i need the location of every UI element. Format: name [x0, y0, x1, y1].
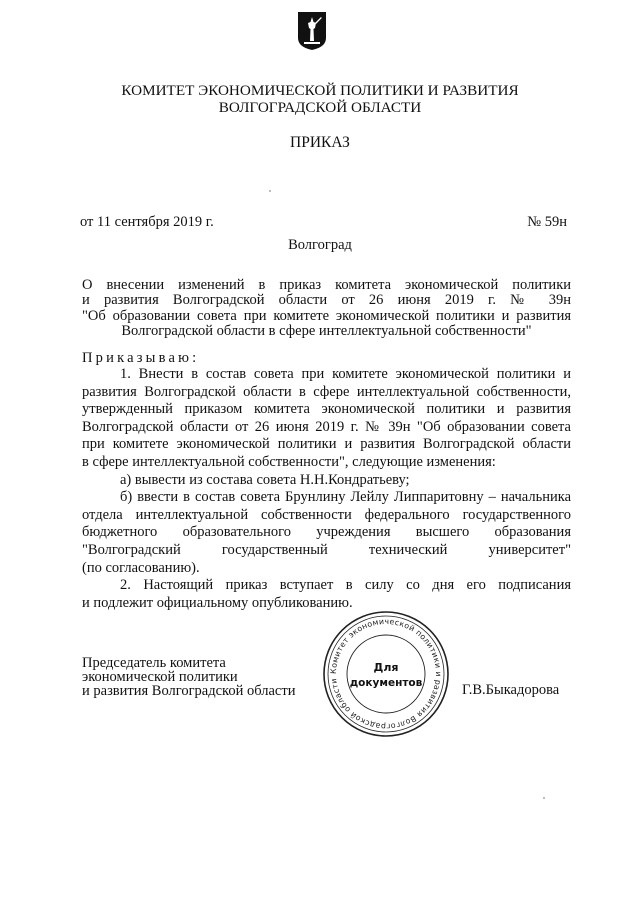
body-line: "Волгоградский государственный технический университет" — [82, 541, 571, 558]
stamp-center-text: документов — [349, 677, 423, 689]
subject-line: Волгоградской области в сфере интеллектуальной собственности" — [121, 323, 532, 340]
body-line: в сфере интеллектуальной собственности", следующие изменения: — [82, 453, 496, 470]
body-line: и подлежит официальному опубликованию. — [82, 594, 353, 611]
body-line: при комитете экономической политики и развития Волгоградской области — [82, 436, 571, 453]
official-stamp — [320, 608, 452, 740]
body-line: утвержденный приказом комитета экономической политики и развития — [82, 401, 571, 418]
subject-line: О внесении изменений в приказ комитета экономической политики — [82, 277, 571, 293]
body-line: развития Волгоградской области в сфере интеллектуальной собственности, — [82, 383, 571, 400]
document-subject — [82, 278, 571, 340]
scan-speck — [269, 190, 271, 192]
scan-speck — [543, 797, 545, 799]
body-line: отдела интеллектуальной собственности федерального государственного — [82, 506, 571, 523]
body-line: б) ввести в состав совета Брунлину Лейлу Липпаритовну – начальника — [120, 489, 571, 506]
body-line: а) вывести из состава совета Н.Н.Кондратьеву; — [120, 471, 410, 488]
organization-title-line2: ВОЛГОГРАДСКОЙ ОБЛАСТИ — [218, 99, 422, 116]
document-type: ПРИКАЗ — [290, 134, 350, 151]
organization-title — [0, 82, 640, 116]
svg-text:Комитет экономической политики — [329, 617, 443, 731]
body-line: 1. Внести в состав совета при комитете экономической политики и — [120, 366, 571, 382]
document-city: Волгоград — [288, 237, 352, 253]
document-date: от 11 сентября 2019 г. — [80, 214, 214, 230]
document-number: № 59н — [527, 214, 567, 230]
signer-name: Г.В.Быкадорова — [462, 682, 560, 698]
signature-title-line: экономической политики — [82, 669, 238, 685]
body-line: 2. Настоящий приказ вступает в силу со дня его подписания — [120, 577, 571, 594]
body-line: бюджетного образовательного учреждения высшего образования — [82, 524, 571, 541]
subject-line: и развития Волгоградской области от 26 июня 2019 г. № 39н — [82, 292, 571, 309]
document-body — [82, 366, 571, 612]
order-heading: Приказываю: — [82, 350, 200, 366]
body-line: Волгоградской области от 26 июня 2019 г. № 39н "Об образовании совета — [82, 418, 571, 435]
subject-line: "Об образовании совета при комитете экономической политики и развития — [82, 307, 571, 324]
body-line: (по согласованию). — [82, 559, 200, 576]
organization-title-line1: КОМИТЕТ ЭКОНОМИЧЕСКОЙ ПОЛИТИКИ И РАЗВИТИЯ — [121, 82, 519, 99]
signature-title-line: и развития Волгоградской области — [82, 683, 296, 699]
stamp-ring-text: Комитет экономической политики и развития Волгоградской области — [328, 616, 444, 732]
stamp-center-text: Для — [373, 661, 399, 674]
signature-title-line: Председатель комитета — [82, 655, 226, 671]
coat-of-arms-icon — [297, 11, 327, 51]
signature-block — [82, 656, 295, 698]
